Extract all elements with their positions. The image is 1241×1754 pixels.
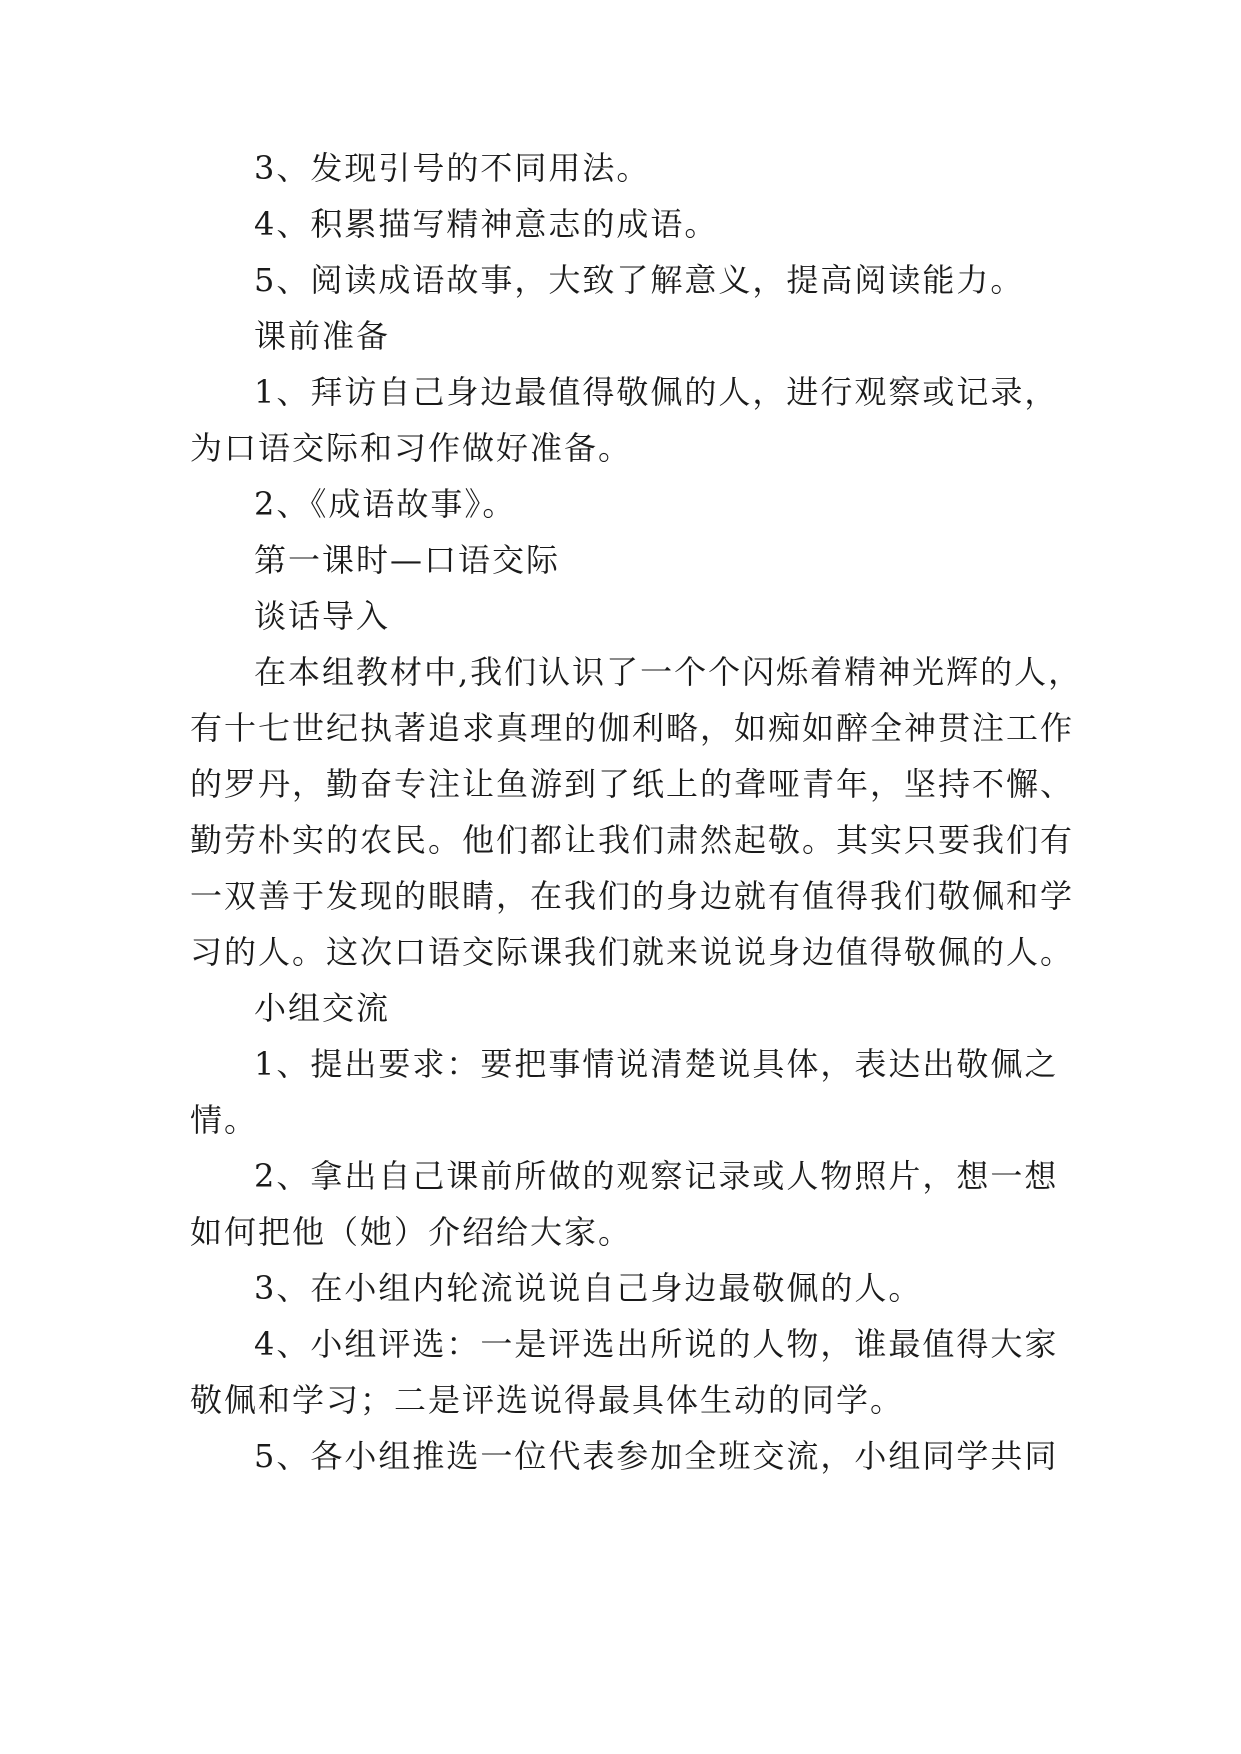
objective-4: 4、积累描写精神意志的成语。 bbox=[254, 205, 719, 243]
preparation-item-1: 1、拜访自己身边最值得敬佩的人，进行观察或记录， bbox=[254, 373, 1059, 411]
section-heading-first-lesson: 第一课时—口语交际 bbox=[254, 541, 561, 579]
section-heading-preparation: 课前准备 bbox=[254, 317, 391, 355]
group-item-3: 3、在小组内轮流说说自己身边最敬佩的人。 bbox=[254, 1269, 923, 1307]
section-heading-intro: 谈话导入 bbox=[254, 597, 391, 635]
group-item-2-cont: 如何把他（她）介绍给大家。 bbox=[190, 1213, 633, 1251]
intro-paragraph-line-3: 的罗丹，勤奋专注让鱼游到了纸上的聋哑青年，坚持不懈、 bbox=[190, 765, 1075, 803]
group-item-1: 1、提出要求：要把事情说清楚说具体，表达出敬佩之 bbox=[254, 1045, 1059, 1083]
intro-paragraph-line-5: 一双善于发现的眼睛，在我们的身边就有值得我们敬佩和学 bbox=[190, 877, 1075, 915]
group-item-5: 5、各小组推选一位代表参加全班交流，小组同学共同 bbox=[254, 1437, 1059, 1475]
group-item-1-cont: 情。 bbox=[190, 1101, 259, 1139]
objective-5: 5、阅读成语故事，大致了解意义，提高阅读能力。 bbox=[254, 261, 1025, 299]
group-item-4: 4、小组评选：一是评选出所说的人物，谁最值得大家 bbox=[254, 1325, 1059, 1363]
intro-paragraph-line-1: 在本组教材中,我们认识了一个个闪烁着精神光辉的人， bbox=[254, 653, 1083, 691]
group-item-2: 2、拿出自己课前所做的观察记录或人物照片，想一想 bbox=[254, 1157, 1059, 1195]
intro-paragraph-line-4: 勤劳朴实的农民。他们都让我们肃然起敬。其实只要我们有 bbox=[190, 821, 1075, 859]
section-heading-group-discussion: 小组交流 bbox=[254, 989, 391, 1027]
preparation-item-1-cont: 为口语交际和习作做好准备。 bbox=[190, 429, 633, 467]
objective-3: 3、发现引号的不同用法。 bbox=[254, 149, 651, 187]
intro-paragraph-line-6: 习的人。这次口语交际课我们就来说说身边值得敬佩的人。 bbox=[190, 933, 1075, 971]
preparation-item-2: 2、《成语故事》。 bbox=[254, 485, 517, 523]
group-item-4-cont: 敬佩和学习；二是评选说得最具体生动的同学。 bbox=[190, 1381, 905, 1419]
intro-paragraph-line-2: 有十七世纪执著追求真理的伽利略，如痴如醉全神贯注工作 bbox=[190, 709, 1075, 747]
